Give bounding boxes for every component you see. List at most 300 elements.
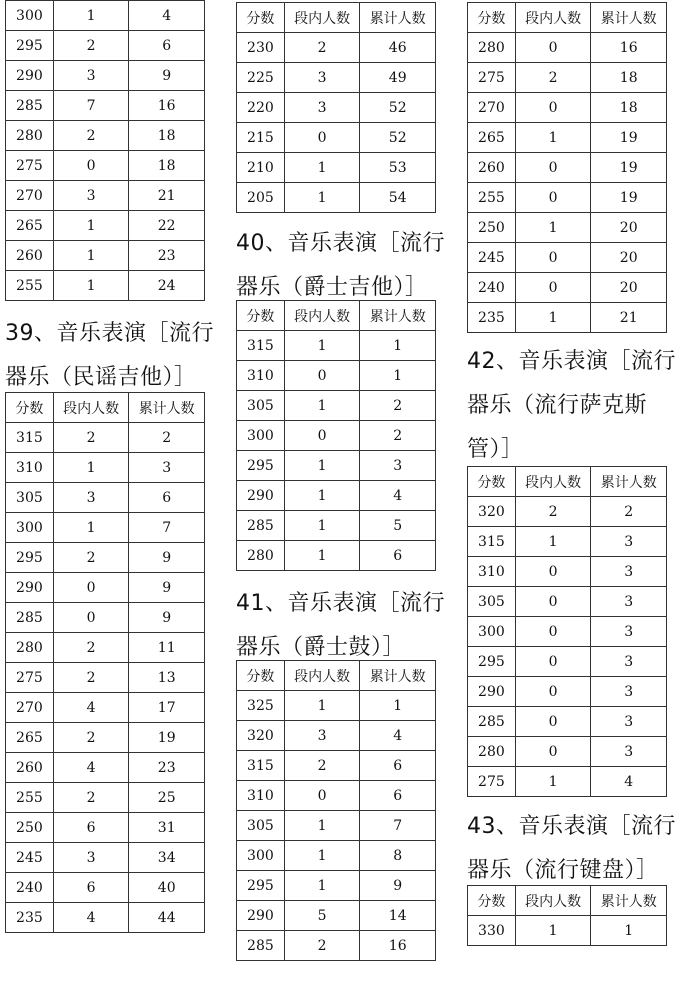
segment-count-cell: 1 <box>284 511 360 541</box>
cumulative-count-cell: 16 <box>129 91 205 121</box>
table-row <box>468 617 667 647</box>
header-score: 分数 <box>237 661 285 691</box>
segment-count-cell: 4 <box>53 693 129 723</box>
cumulative-count-cell: 3 <box>591 527 667 557</box>
cumulative-count-cell: 6 <box>360 751 436 781</box>
score-cell: 285 <box>468 707 516 737</box>
table-row <box>6 873 205 903</box>
segment-count-cell: 1 <box>284 811 360 841</box>
table-row <box>6 813 205 843</box>
score-table-block <box>467 466 667 797</box>
cumulative-count-cell: 40 <box>129 873 205 903</box>
score-table <box>467 885 667 946</box>
score-cell: 285 <box>6 91 54 121</box>
cumulative-count-cell: 6 <box>129 483 205 513</box>
table-row <box>468 587 667 617</box>
section-heading-line: 40、音乐表演［流行 <box>236 231 445 256</box>
segment-count-cell: 2 <box>284 751 360 781</box>
table-row <box>6 453 205 483</box>
segment-count-cell: 1 <box>515 916 591 946</box>
cumulative-count-cell: 6 <box>129 31 205 61</box>
segment-count-cell: 7 <box>53 91 129 121</box>
header-cumulative-count: 累计人数 <box>129 393 205 423</box>
table-row <box>6 843 205 873</box>
score-cell: 290 <box>237 481 285 511</box>
table-row <box>6 91 205 121</box>
score-cell: 205 <box>237 183 285 213</box>
cumulative-count-cell: 19 <box>591 153 667 183</box>
cumulative-count-cell: 8 <box>360 841 436 871</box>
segment-count-cell: 2 <box>53 423 129 453</box>
cumulative-count-cell: 49 <box>360 63 436 93</box>
segment-count-cell: 0 <box>53 603 129 633</box>
score-table <box>467 466 667 797</box>
cumulative-count-cell: 16 <box>360 931 436 961</box>
segment-count-cell: 1 <box>53 271 129 301</box>
section-heading-line: 39、音乐表演［流行 <box>5 321 214 346</box>
table-row <box>237 841 436 871</box>
score-cell: 275 <box>6 663 54 693</box>
cumulative-count-cell: 6 <box>360 781 436 811</box>
score-table <box>467 2 667 333</box>
score-cell: 290 <box>237 901 285 931</box>
segment-count-cell: 0 <box>515 677 591 707</box>
cumulative-count-cell: 13 <box>129 663 205 693</box>
score-table-block <box>236 2 436 213</box>
score-cell: 305 <box>468 587 516 617</box>
score-cell: 250 <box>6 813 54 843</box>
segment-count-cell: 0 <box>515 33 591 63</box>
table-row <box>6 513 205 543</box>
cumulative-count-cell: 3 <box>591 557 667 587</box>
segment-count-cell: 2 <box>284 33 360 63</box>
segment-count-cell: 2 <box>53 121 129 151</box>
segment-count-cell: 0 <box>284 123 360 153</box>
section-heading <box>467 805 676 893</box>
cumulative-count-cell: 9 <box>129 543 205 573</box>
segment-count-cell: 1 <box>284 691 360 721</box>
segment-count-cell: 0 <box>284 781 360 811</box>
score-cell: 300 <box>237 421 285 451</box>
table-row <box>6 121 205 151</box>
score-cell: 310 <box>468 557 516 587</box>
score-cell: 235 <box>468 303 516 333</box>
score-cell: 240 <box>468 273 516 303</box>
score-cell: 300 <box>237 841 285 871</box>
section-heading-line: 器乐（流行键盘）］ <box>467 858 659 883</box>
table-row <box>468 916 667 946</box>
score-table-block <box>467 2 667 333</box>
score-cell: 245 <box>468 243 516 273</box>
score-cell: 265 <box>6 211 54 241</box>
table-row <box>468 213 667 243</box>
table-header-row <box>6 393 205 423</box>
table-row <box>237 751 436 781</box>
score-cell: 320 <box>237 721 285 751</box>
cumulative-count-cell: 54 <box>360 183 436 213</box>
table-row <box>237 361 436 391</box>
section-heading <box>467 340 676 472</box>
segment-count-cell: 0 <box>53 573 129 603</box>
segment-count-cell: 1 <box>515 213 591 243</box>
header-segment-count: 段内人数 <box>284 661 360 691</box>
score-cell: 300 <box>6 1 54 31</box>
score-cell: 305 <box>237 811 285 841</box>
cumulative-count-cell: 3 <box>591 737 667 767</box>
score-cell: 310 <box>237 361 285 391</box>
score-cell: 300 <box>468 617 516 647</box>
cumulative-count-cell: 4 <box>360 481 436 511</box>
cumulative-count-cell: 2 <box>129 423 205 453</box>
score-cell: 210 <box>237 153 285 183</box>
score-cell: 255 <box>6 783 54 813</box>
cumulative-count-cell: 44 <box>129 903 205 933</box>
table-row <box>468 527 667 557</box>
table-row <box>6 271 205 301</box>
segment-count-cell: 1 <box>53 513 129 543</box>
score-cell: 310 <box>237 781 285 811</box>
score-cell: 265 <box>468 123 516 153</box>
segment-count-cell: 0 <box>515 557 591 587</box>
cumulative-count-cell: 1 <box>360 331 436 361</box>
header-cumulative-count: 累计人数 <box>360 3 436 33</box>
table-row <box>468 123 667 153</box>
score-cell: 330 <box>468 916 516 946</box>
score-cell: 240 <box>6 873 54 903</box>
table-row <box>468 497 667 527</box>
table-row <box>468 707 667 737</box>
segment-count-cell: 6 <box>53 813 129 843</box>
section-heading <box>236 582 445 670</box>
segment-count-cell: 3 <box>284 721 360 751</box>
segment-count-cell: 3 <box>53 61 129 91</box>
score-cell: 320 <box>468 497 516 527</box>
segment-count-cell: 4 <box>53 903 129 933</box>
score-cell: 280 <box>6 633 54 663</box>
cumulative-count-cell: 9 <box>129 603 205 633</box>
section-heading-line: 42、音乐表演［流行 <box>467 349 676 374</box>
table-header-row <box>468 467 667 497</box>
cumulative-count-cell: 4 <box>129 1 205 31</box>
segment-count-cell: 0 <box>284 421 360 451</box>
table-row <box>237 183 436 213</box>
score-cell: 235 <box>6 903 54 933</box>
segment-count-cell: 1 <box>515 527 591 557</box>
table-row <box>468 767 667 797</box>
cumulative-count-cell: 2 <box>360 421 436 451</box>
table-row <box>237 511 436 541</box>
segment-count-cell: 0 <box>515 153 591 183</box>
table-row <box>468 153 667 183</box>
segment-count-cell: 3 <box>53 181 129 211</box>
table-row <box>468 63 667 93</box>
segment-count-cell: 1 <box>515 303 591 333</box>
table-row <box>237 123 436 153</box>
segment-count-cell: 1 <box>284 331 360 361</box>
cumulative-count-cell: 23 <box>129 753 205 783</box>
table-row <box>6 1 205 31</box>
cumulative-count-cell: 14 <box>360 901 436 931</box>
score-table <box>236 660 436 961</box>
cumulative-count-cell: 21 <box>591 303 667 333</box>
score-cell: 270 <box>468 93 516 123</box>
table-row <box>6 483 205 513</box>
header-segment-count: 段内人数 <box>284 3 360 33</box>
segment-count-cell: 5 <box>284 901 360 931</box>
table-row <box>468 33 667 63</box>
cumulative-count-cell: 3 <box>129 453 205 483</box>
segment-count-cell: 1 <box>284 841 360 871</box>
score-table <box>5 0 205 301</box>
table-row <box>6 241 205 271</box>
score-cell: 245 <box>6 843 54 873</box>
score-cell: 260 <box>6 241 54 271</box>
table-row <box>6 151 205 181</box>
segment-count-cell: 1 <box>284 541 360 571</box>
segment-count-cell: 2 <box>515 497 591 527</box>
table-row <box>468 183 667 213</box>
score-cell: 260 <box>468 153 516 183</box>
table-row <box>237 153 436 183</box>
cumulative-count-cell: 1 <box>360 691 436 721</box>
cumulative-count-cell: 1 <box>360 361 436 391</box>
table-row <box>237 421 436 451</box>
cumulative-count-cell: 22 <box>129 211 205 241</box>
table-row <box>6 663 205 693</box>
cumulative-count-cell: 2 <box>591 497 667 527</box>
segment-count-cell: 2 <box>53 783 129 813</box>
score-table-block <box>5 392 205 933</box>
cumulative-count-cell: 9 <box>129 573 205 603</box>
segment-count-cell: 0 <box>515 587 591 617</box>
segment-count-cell: 1 <box>284 871 360 901</box>
segment-count-cell: 1 <box>284 183 360 213</box>
score-cell: 265 <box>6 723 54 753</box>
segment-count-cell: 2 <box>53 723 129 753</box>
score-cell: 230 <box>237 33 285 63</box>
cumulative-count-cell: 19 <box>591 183 667 213</box>
section-heading <box>236 222 445 310</box>
table-row <box>6 181 205 211</box>
cumulative-count-cell: 18 <box>591 93 667 123</box>
header-segment-count: 段内人数 <box>284 301 360 331</box>
cumulative-count-cell: 3 <box>591 617 667 647</box>
table-row <box>6 633 205 663</box>
score-cell: 305 <box>6 483 54 513</box>
header-cumulative-count: 累计人数 <box>360 301 436 331</box>
cumulative-count-cell: 19 <box>129 723 205 753</box>
table-row <box>468 557 667 587</box>
section-heading <box>5 312 214 400</box>
table-row <box>6 783 205 813</box>
header-cumulative-count: 累计人数 <box>360 661 436 691</box>
header-segment-count: 段内人数 <box>53 393 129 423</box>
cumulative-count-cell: 4 <box>360 721 436 751</box>
table-row <box>237 691 436 721</box>
score-table-block <box>236 660 436 961</box>
score-cell: 315 <box>6 423 54 453</box>
score-cell: 255 <box>6 271 54 301</box>
cumulative-count-cell: 5 <box>360 511 436 541</box>
table-row <box>6 573 205 603</box>
score-cell: 270 <box>6 181 54 211</box>
table-row <box>468 93 667 123</box>
table-row <box>6 61 205 91</box>
score-cell: 310 <box>6 453 54 483</box>
cumulative-count-cell: 31 <box>129 813 205 843</box>
score-cell: 225 <box>237 63 285 93</box>
table-row <box>237 93 436 123</box>
section-heading-line: 器乐（爵士吉他）］ <box>236 275 428 300</box>
score-cell: 275 <box>468 63 516 93</box>
header-cumulative-count: 累计人数 <box>591 3 667 33</box>
score-cell: 295 <box>6 543 54 573</box>
cumulative-count-cell: 52 <box>360 93 436 123</box>
cumulative-count-cell: 34 <box>129 843 205 873</box>
segment-count-cell: 0 <box>53 151 129 181</box>
segment-count-cell: 0 <box>515 183 591 213</box>
score-cell: 325 <box>237 691 285 721</box>
table-row <box>237 541 436 571</box>
segment-count-cell: 2 <box>53 543 129 573</box>
segment-count-cell: 1 <box>53 453 129 483</box>
segment-count-cell: 0 <box>515 617 591 647</box>
table-row <box>237 811 436 841</box>
segment-count-cell: 0 <box>284 361 360 391</box>
header-score: 分数 <box>6 393 54 423</box>
table-row <box>237 33 436 63</box>
score-cell: 290 <box>6 573 54 603</box>
header-segment-count: 段内人数 <box>515 886 591 916</box>
header-cumulative-count: 累计人数 <box>591 467 667 497</box>
table-row <box>468 677 667 707</box>
section-heading-line: 43、音乐表演［流行 <box>467 814 676 839</box>
table-row <box>468 273 667 303</box>
table-row <box>6 211 205 241</box>
header-score: 分数 <box>237 301 285 331</box>
score-cell: 290 <box>6 61 54 91</box>
table-row <box>6 723 205 753</box>
score-cell: 280 <box>237 541 285 571</box>
segment-count-cell: 2 <box>515 63 591 93</box>
header-score: 分数 <box>468 3 516 33</box>
table-row <box>237 451 436 481</box>
section-heading-line: 器乐（流行萨克斯 <box>467 393 648 418</box>
cumulative-count-cell: 24 <box>129 271 205 301</box>
score-table <box>5 392 205 933</box>
table-row <box>468 647 667 677</box>
table-row <box>237 331 436 361</box>
segment-count-cell: 3 <box>284 93 360 123</box>
cumulative-count-cell: 7 <box>129 513 205 543</box>
table-row <box>237 781 436 811</box>
table-row <box>237 391 436 421</box>
segment-count-cell: 3 <box>53 483 129 513</box>
cumulative-count-cell: 25 <box>129 783 205 813</box>
table-row <box>237 871 436 901</box>
cumulative-count-cell: 4 <box>591 767 667 797</box>
table-row <box>6 603 205 633</box>
table-row <box>237 63 436 93</box>
score-cell: 215 <box>237 123 285 153</box>
cumulative-count-cell: 2 <box>360 391 436 421</box>
header-segment-count: 段内人数 <box>515 3 591 33</box>
score-cell: 285 <box>237 511 285 541</box>
score-cell: 315 <box>237 331 285 361</box>
score-cell: 250 <box>468 213 516 243</box>
score-table-block <box>236 300 436 571</box>
segment-count-cell: 3 <box>284 63 360 93</box>
table-row <box>6 31 205 61</box>
cumulative-count-cell: 3 <box>591 707 667 737</box>
score-cell: 280 <box>468 737 516 767</box>
section-heading-line: 器乐（爵士鼓）］ <box>236 635 406 660</box>
segment-count-cell: 0 <box>515 93 591 123</box>
cumulative-count-cell: 53 <box>360 153 436 183</box>
section-heading-line: 管）］ <box>467 437 524 462</box>
table-row <box>468 303 667 333</box>
cumulative-count-cell: 6 <box>360 541 436 571</box>
segment-count-cell: 1 <box>53 211 129 241</box>
score-cell: 270 <box>6 693 54 723</box>
segment-count-cell: 1 <box>515 123 591 153</box>
segment-count-cell: 2 <box>53 663 129 693</box>
cumulative-count-cell: 11 <box>129 633 205 663</box>
segment-count-cell: 3 <box>53 843 129 873</box>
score-cell: 315 <box>237 751 285 781</box>
table-row <box>237 901 436 931</box>
section-heading-line: 41、音乐表演［流行 <box>236 591 445 616</box>
score-cell: 305 <box>237 391 285 421</box>
segment-count-cell: 1 <box>284 481 360 511</box>
segment-count-cell: 0 <box>515 737 591 767</box>
segment-count-cell: 1 <box>53 241 129 271</box>
score-table <box>236 300 436 571</box>
cumulative-count-cell: 1 <box>591 916 667 946</box>
score-cell: 315 <box>468 527 516 557</box>
table-row <box>468 243 667 273</box>
section-heading-line: 器乐（民谣吉他）］ <box>5 365 197 390</box>
table-header-row <box>237 301 436 331</box>
score-cell: 295 <box>237 451 285 481</box>
score-cell: 300 <box>6 513 54 543</box>
table-row <box>468 737 667 767</box>
segment-count-cell: 1 <box>53 1 129 31</box>
cumulative-count-cell: 3 <box>591 647 667 677</box>
cumulative-count-cell: 7 <box>360 811 436 841</box>
score-cell: 295 <box>237 871 285 901</box>
score-cell: 280 <box>6 121 54 151</box>
segment-count-cell: 1 <box>284 391 360 421</box>
table-row <box>6 903 205 933</box>
score-table <box>236 2 436 213</box>
header-score: 分数 <box>468 886 516 916</box>
score-cell: 260 <box>6 753 54 783</box>
table-row <box>6 753 205 783</box>
score-cell: 285 <box>6 603 54 633</box>
table-header-row <box>468 3 667 33</box>
segment-count-cell: 0 <box>515 647 591 677</box>
cumulative-count-cell: 3 <box>591 587 667 617</box>
cumulative-count-cell: 20 <box>591 243 667 273</box>
segment-count-cell: 2 <box>284 931 360 961</box>
cumulative-count-cell: 18 <box>591 63 667 93</box>
cumulative-count-cell: 9 <box>360 871 436 901</box>
table-header-row <box>237 3 436 33</box>
cumulative-count-cell: 17 <box>129 693 205 723</box>
score-table-block <box>5 0 205 301</box>
score-table-block <box>467 885 667 946</box>
